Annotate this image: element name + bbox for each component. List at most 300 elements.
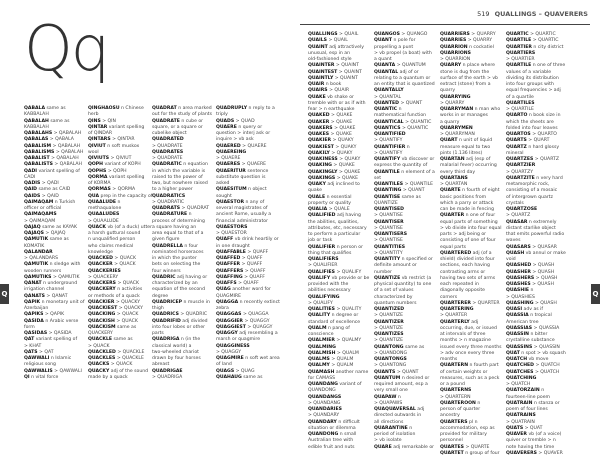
definition: > QAWWALI [54, 368, 82, 374]
definition: > QUARTO [532, 132, 557, 137]
headword: QUANT [374, 38, 393, 44]
headword: QUANTICS [374, 125, 401, 131]
definition: > QUADRAT [181, 206, 210, 211]
headword: QUANTONGS [374, 357, 407, 362]
headword: QUAKILY [308, 150, 330, 156]
definition: n unit of liquid [458, 138, 493, 144]
definition: n specified or [401, 257, 433, 262]
definition: drawn by four horses [152, 356, 201, 361]
headword: QUANTISERS [374, 232, 408, 237]
definition: same as [46, 106, 66, 111]
page-letter-heading: Qq [24, 12, 109, 85]
definition: in one draught [216, 243, 250, 249]
definition: standard of excellence [308, 319, 361, 325]
definition: two-wheeled chariot [152, 349, 199, 355]
definition: n hard glossy [528, 144, 560, 150]
headword: QAPIKS [24, 312, 44, 318]
definition: job or task [308, 238, 333, 244]
definition: > QUANT [396, 369, 419, 375]
headword: QUANTITIES [374, 244, 406, 250]
headword: QUALIFIED [308, 213, 336, 219]
headword: QUATS [506, 425, 524, 431]
definition: n [409, 425, 413, 431]
definition: > QUASSIA [533, 325, 560, 331]
definition: > QUAIR [329, 88, 350, 94]
headword: QADI [24, 168, 37, 174]
headword: QUARTO [506, 113, 528, 119]
headword: QUARTZOSE [506, 207, 538, 212]
definition: > QUAINT [334, 75, 358, 81]
definition: > QABALAH [55, 149, 84, 155]
headword: QUASHED [506, 263, 532, 269]
definition: > QALANDARS [24, 256, 59, 261]
definition: variant of [339, 382, 362, 387]
definition: > QUASHIES [506, 294, 535, 300]
headword: QUAIRS [308, 88, 328, 94]
definition: n muscle in [183, 299, 210, 305]
dictionary-column [506, 32, 566, 456]
definition: characterized by [374, 294, 413, 300]
headword: QUATRAINS [506, 413, 536, 419]
definition: > QAPIK [44, 312, 65, 318]
dictionary-entry [24, 375, 84, 381]
definition: > QUARTE [465, 444, 490, 450]
definition: > QANAT [46, 293, 68, 299]
headword: QUARTANS [440, 175, 468, 181]
headword: QUALM [308, 325, 327, 331]
definition: sought [216, 193, 232, 199]
definition: > QUAFF [244, 268, 266, 274]
headword: QUAGMIRE [216, 356, 244, 361]
definition: each repeated in [440, 282, 479, 287]
definition: > QUACKY [118, 306, 143, 311]
definition: situation or dilemma [308, 425, 356, 431]
definition: wooden runners [24, 268, 62, 274]
headword: QUAFFER [216, 262, 241, 268]
definition: quake [308, 188, 322, 194]
definition: variant of KOPH [104, 162, 141, 168]
definition: or methods of a quack [88, 293, 140, 299]
headword: QOPH [88, 162, 104, 168]
definition: same as [243, 374, 263, 380]
definition: variant spelling [108, 174, 145, 180]
definition: contrasting arms or [440, 269, 486, 275]
headword: QUARTS [506, 138, 527, 144]
definition: attributes, etc, necessary [308, 225, 367, 231]
dictionary-entry [152, 375, 212, 381]
headword: QUAG [216, 287, 231, 293]
definition: of KORMA [88, 181, 111, 186]
definition: same as [401, 194, 421, 200]
dictionary-entry [216, 375, 276, 381]
definition: for CAMASS [308, 375, 336, 381]
definition: of a set of values [374, 288, 414, 294]
definition: values of a variable [506, 69, 552, 75]
definition: > QUAERE [216, 156, 241, 161]
headword: QUACKISH [88, 318, 115, 324]
headword: QUASSINS [506, 344, 533, 350]
definition: n Chinese [121, 106, 144, 111]
definition: prep in the capacity of [100, 193, 153, 199]
definition: > QUAKE [336, 175, 359, 181]
definition: consisting of one of four [440, 238, 496, 244]
headword: QUADRELLA [152, 243, 183, 249]
headword: QUASSIAS [506, 325, 533, 331]
definition: > QUANT [402, 188, 425, 194]
definition: > QUANTIFY [374, 150, 403, 156]
definition: which the sheets are [506, 119, 554, 125]
definition: crystals [506, 200, 524, 206]
headword: QUATCHED [506, 363, 534, 369]
definition: n object [248, 187, 267, 193]
headword: QUALE [308, 194, 326, 200]
definition: > QABALAH [54, 162, 82, 168]
definition: number [374, 269, 392, 275]
definition: > QABALAH [51, 156, 79, 161]
definition: same as [50, 118, 70, 124]
headword: QORMAS [88, 187, 111, 193]
definition: the abilities, qualities, [308, 219, 359, 225]
definition: > QUART [528, 138, 550, 144]
definition: n element of a [401, 169, 435, 175]
definition: QUANTIZE [374, 200, 398, 206]
definition: > QUASH [532, 263, 555, 269]
headword: QUACKERS [88, 281, 116, 286]
definition: > QUAKE [330, 119, 353, 125]
definition: n difficult [338, 419, 360, 425]
headword: QUAVER [506, 432, 527, 437]
definition: bets on selecting the [152, 262, 201, 268]
headword: QUANDARIES [308, 407, 342, 412]
headword: QUANTICAL [374, 119, 404, 125]
definition: equal parts [440, 244, 467, 250]
headword: QUACKIEST [88, 306, 118, 311]
definition: n fourth of eight [462, 188, 500, 194]
definition: quantum numbers [374, 300, 417, 306]
headword: QAPIK [24, 299, 41, 305]
definition: ancestry [440, 413, 460, 419]
headword: QUADRIGAE [152, 368, 183, 374]
headword: QUADRIC [152, 274, 176, 280]
headword: QUAERITUR [216, 168, 246, 174]
headword: QUACKLES [88, 356, 116, 361]
definition: n Arabic verse [45, 318, 79, 324]
letter-tab-right: Q [591, 284, 600, 304]
definition: variant spelling of [38, 168, 80, 174]
headword: QABALISTS [24, 162, 53, 168]
headword: QORMA [88, 174, 108, 180]
headword: QUART [440, 138, 458, 144]
definition: n fourth part [469, 363, 499, 369]
definition: parts > adj being or [440, 232, 487, 237]
definition: > QUARTILE [506, 107, 534, 112]
headword: QUACKS [88, 362, 110, 368]
definition: adj of the sound [110, 368, 149, 374]
headword: QUAINTLY [308, 75, 334, 81]
headword: QUANDANGS [308, 394, 342, 400]
definition: n soft wet area [245, 356, 280, 361]
definition: substitute question is [216, 174, 266, 180]
headword: QUAINTEST [308, 69, 338, 75]
definition: having two sets of arms [440, 275, 496, 281]
headword: QUAFFERS [216, 268, 244, 274]
headword: QUAKE [308, 94, 326, 100]
headword: QUAERES [216, 162, 241, 168]
definition: occurring, due, or issued [440, 325, 497, 331]
headword: QUARRIONS [440, 50, 471, 56]
headword: QUARTIC [506, 32, 529, 37]
definition: > QUANTIC [401, 125, 429, 131]
definition: > QADI [41, 181, 59, 186]
definition: an entity that is quantized [374, 82, 435, 87]
definition: > QUALIFY [308, 300, 333, 306]
definition: n book [325, 82, 342, 87]
definition: n vital force [31, 374, 59, 380]
headword: QUAFF [216, 237, 234, 243]
definition: cubelike object [152, 131, 187, 136]
headword: QUADRICEP [152, 299, 182, 305]
definition: n (in the [180, 337, 201, 343]
definition: adj (esp of [466, 157, 491, 162]
definition: herb [88, 112, 99, 118]
definition: measures, such as a peck [440, 375, 500, 381]
definition: n any of [245, 199, 265, 205]
headword: QUARTER [440, 213, 465, 219]
definition: adj [417, 407, 425, 412]
definition: > QUADRIGA [152, 374, 183, 380]
definition: basic positions from [440, 194, 487, 200]
definition: > QUALIFIER [308, 263, 338, 269]
headword: QUANTITY [374, 257, 401, 262]
headword: QADIS [24, 181, 41, 186]
definition: > QUANTISE [374, 225, 403, 231]
headword: QUANTS [374, 369, 396, 375]
headword: QUAKINGS [308, 175, 336, 181]
headword: QAMUTIKS [24, 274, 52, 280]
definition: vb (of a voice) [528, 432, 562, 437]
definition: mineral [506, 150, 524, 156]
headword: QUARTIERS [506, 50, 536, 56]
headword: QUAIR [308, 82, 325, 87]
headword: QUANDANG [308, 382, 338, 387]
definition: > QUAGGY [244, 318, 270, 324]
definition: variant spelling of [35, 337, 78, 343]
headword: QUAERED [216, 143, 241, 149]
definition: period of isolation [374, 432, 416, 437]
definition: relating to a quantum or [374, 75, 431, 81]
headword: QUANTISER [374, 219, 404, 225]
headword: QUARANTINE [374, 425, 408, 431]
headword: QUAGGIER [216, 318, 243, 324]
definition: > QUANTUM [396, 63, 426, 69]
definition: KABBALAH [24, 124, 49, 130]
definition: n underground [43, 281, 78, 286]
definition: > QUACKLE [116, 356, 144, 361]
definition: to perform a particular [308, 232, 361, 237]
definition: zebra [216, 306, 229, 311]
headword: QUAKED [308, 113, 330, 119]
definition: form [24, 324, 35, 330]
definition: > QUACK [117, 281, 140, 286]
definition: adj resembling a [239, 331, 278, 336]
definition: vb drink heartily or [234, 237, 279, 243]
definition: n group of four [465, 450, 500, 456]
definition: a square having an [152, 224, 197, 230]
headword: QUARRYMAN [440, 107, 474, 112]
definition: Australian tree with [308, 438, 354, 444]
definition: > QUAGGY [216, 349, 242, 355]
definition: conscience [308, 332, 334, 337]
definition: degree [152, 293, 169, 299]
dictionary-column [308, 32, 368, 456]
headword: QUAKIEST [308, 144, 334, 150]
definition: directed outwards in [374, 413, 422, 419]
headword: QUAEREING [216, 149, 247, 155]
definition: > QUAPAWS [374, 400, 403, 406]
definition: > QUANTISE [374, 238, 403, 244]
definition: adv as if [523, 307, 544, 312]
dictionary-column [152, 106, 212, 456]
headword: QUAFFABLE [216, 249, 246, 255]
definition: ancient Rome, usually a [216, 212, 272, 218]
definition: vb (of a duck) utter [107, 224, 152, 230]
definition: very small one [374, 388, 408, 394]
definition: void [506, 257, 516, 262]
definition: > QUATCH [506, 382, 531, 387]
definition: > QUARTIC [532, 38, 559, 44]
definition: > QINTAR [112, 137, 135, 143]
definition: characterized by an [152, 281, 198, 286]
definition: definite amount or [374, 263, 417, 269]
definition: > QABALA [49, 137, 74, 143]
headword: QUACKY [88, 368, 110, 374]
headword: QUASH [506, 250, 525, 256]
headword: QUALIFIERS [308, 257, 339, 262]
definition: same as [405, 344, 425, 350]
definition: > QUAFF [244, 274, 265, 280]
headword: QUARRY [440, 63, 462, 69]
headword: QUAKINESS [308, 157, 338, 162]
definition: who claims medical [88, 243, 134, 249]
definition: > QUAERE [242, 143, 267, 149]
definition: parts [152, 331, 164, 336]
definition: n place where [462, 63, 495, 69]
definition: > QUADRATE [152, 143, 183, 149]
definition: > QUACK [114, 262, 136, 268]
headword: QUACKERY [88, 287, 116, 293]
definition: > QUANTILE [404, 182, 434, 187]
definition: > QABALAH [52, 143, 81, 149]
headword: QUARRYMEN [440, 125, 473, 131]
definition: methaqualone [88, 206, 122, 211]
headword: QUATCH [506, 357, 528, 362]
headword: QABALAS [24, 137, 49, 143]
dictionary-entry [88, 375, 148, 381]
headword: QIVIUT [88, 143, 106, 149]
definition: n [397, 394, 401, 400]
definition: > QUAALUDE [88, 218, 119, 224]
definition: adj (of a [472, 250, 492, 256]
definition: KABBALAH [24, 112, 49, 118]
definition: n man who [474, 107, 501, 112]
definition: to a higher power [152, 187, 193, 193]
definition: > QUACK [88, 343, 110, 349]
headword: QUARTEROON [440, 400, 476, 406]
definition: which a parry or attack [440, 200, 494, 206]
headword: QUAKINGLY [308, 169, 338, 175]
definition: n city district [533, 44, 564, 50]
headword: QUANTILE [374, 169, 400, 175]
page-number: 519 [477, 10, 490, 18]
definition: > QUANTAL [374, 94, 402, 100]
definition: vb provide or be [331, 275, 370, 281]
definition: abreast [152, 362, 170, 368]
definition: edible fruit and nuts [308, 444, 355, 450]
headword: QUAGGA [216, 299, 239, 305]
headword: QUARTERS [440, 419, 468, 425]
headword: QUALIFYING [308, 294, 340, 300]
definition: n pang of [328, 325, 350, 331]
definition: note having the time [506, 444, 555, 450]
definition: nominated horseraces [152, 249, 204, 255]
definition: sentence [247, 168, 269, 174]
headword: QUAKER [308, 119, 330, 125]
definition: physical quantity) to one [374, 282, 432, 287]
definition: same as [117, 324, 137, 330]
definition: > QUANTITY [374, 250, 403, 256]
definition: mathematical function [374, 113, 427, 119]
dictionary-entry [506, 451, 566, 457]
definition: > QUARRY [440, 100, 465, 106]
definition: fear > n earthquake [308, 107, 355, 112]
headword: QUAGGIEST [216, 324, 246, 330]
definition: > QUANT [400, 100, 423, 106]
definition: > adv once every three [440, 350, 495, 356]
headword: QUANTIZED [374, 307, 405, 312]
headword: QUADRAT [152, 106, 177, 111]
headword: QUA [88, 193, 100, 199]
definition: in which the variable is [152, 168, 206, 174]
definition: > QUAFF [241, 256, 263, 261]
headword: QUARTZIER [506, 163, 536, 169]
headword: QUARTERED [440, 250, 472, 256]
definition: > QUACK [116, 312, 139, 318]
definition: > QUANTISE [374, 213, 403, 219]
headword: QUANTED [374, 100, 399, 106]
definition: triply [216, 112, 228, 118]
page-range: QUALLINGS – QUAVERERS [494, 10, 588, 18]
definition: > QUANTIZE [374, 338, 404, 344]
definition: another word for [232, 287, 271, 293]
definition: question > interj ask or [216, 131, 271, 136]
headword: QUAGGINESS [216, 343, 250, 349]
headword: QUARTERN [440, 363, 469, 369]
definition: adj having [336, 213, 361, 219]
headword: QAWWALIS [24, 368, 53, 374]
definition: n [477, 400, 481, 406]
definition: of intergrown quartz [506, 194, 553, 200]
headword: QUAESTOR [216, 199, 245, 205]
definition: n very hard [536, 175, 563, 181]
headword: QUAGS [216, 368, 235, 374]
headword: QABALAH [24, 118, 49, 124]
headword: QUATCHES [506, 369, 534, 375]
definition: n unqualified person [88, 237, 136, 243]
dictionary-column [88, 106, 153, 456]
headword: QUANTA [374, 63, 396, 69]
definition: folded into four leaves [506, 125, 558, 131]
headword: QUARTERING [440, 307, 474, 312]
